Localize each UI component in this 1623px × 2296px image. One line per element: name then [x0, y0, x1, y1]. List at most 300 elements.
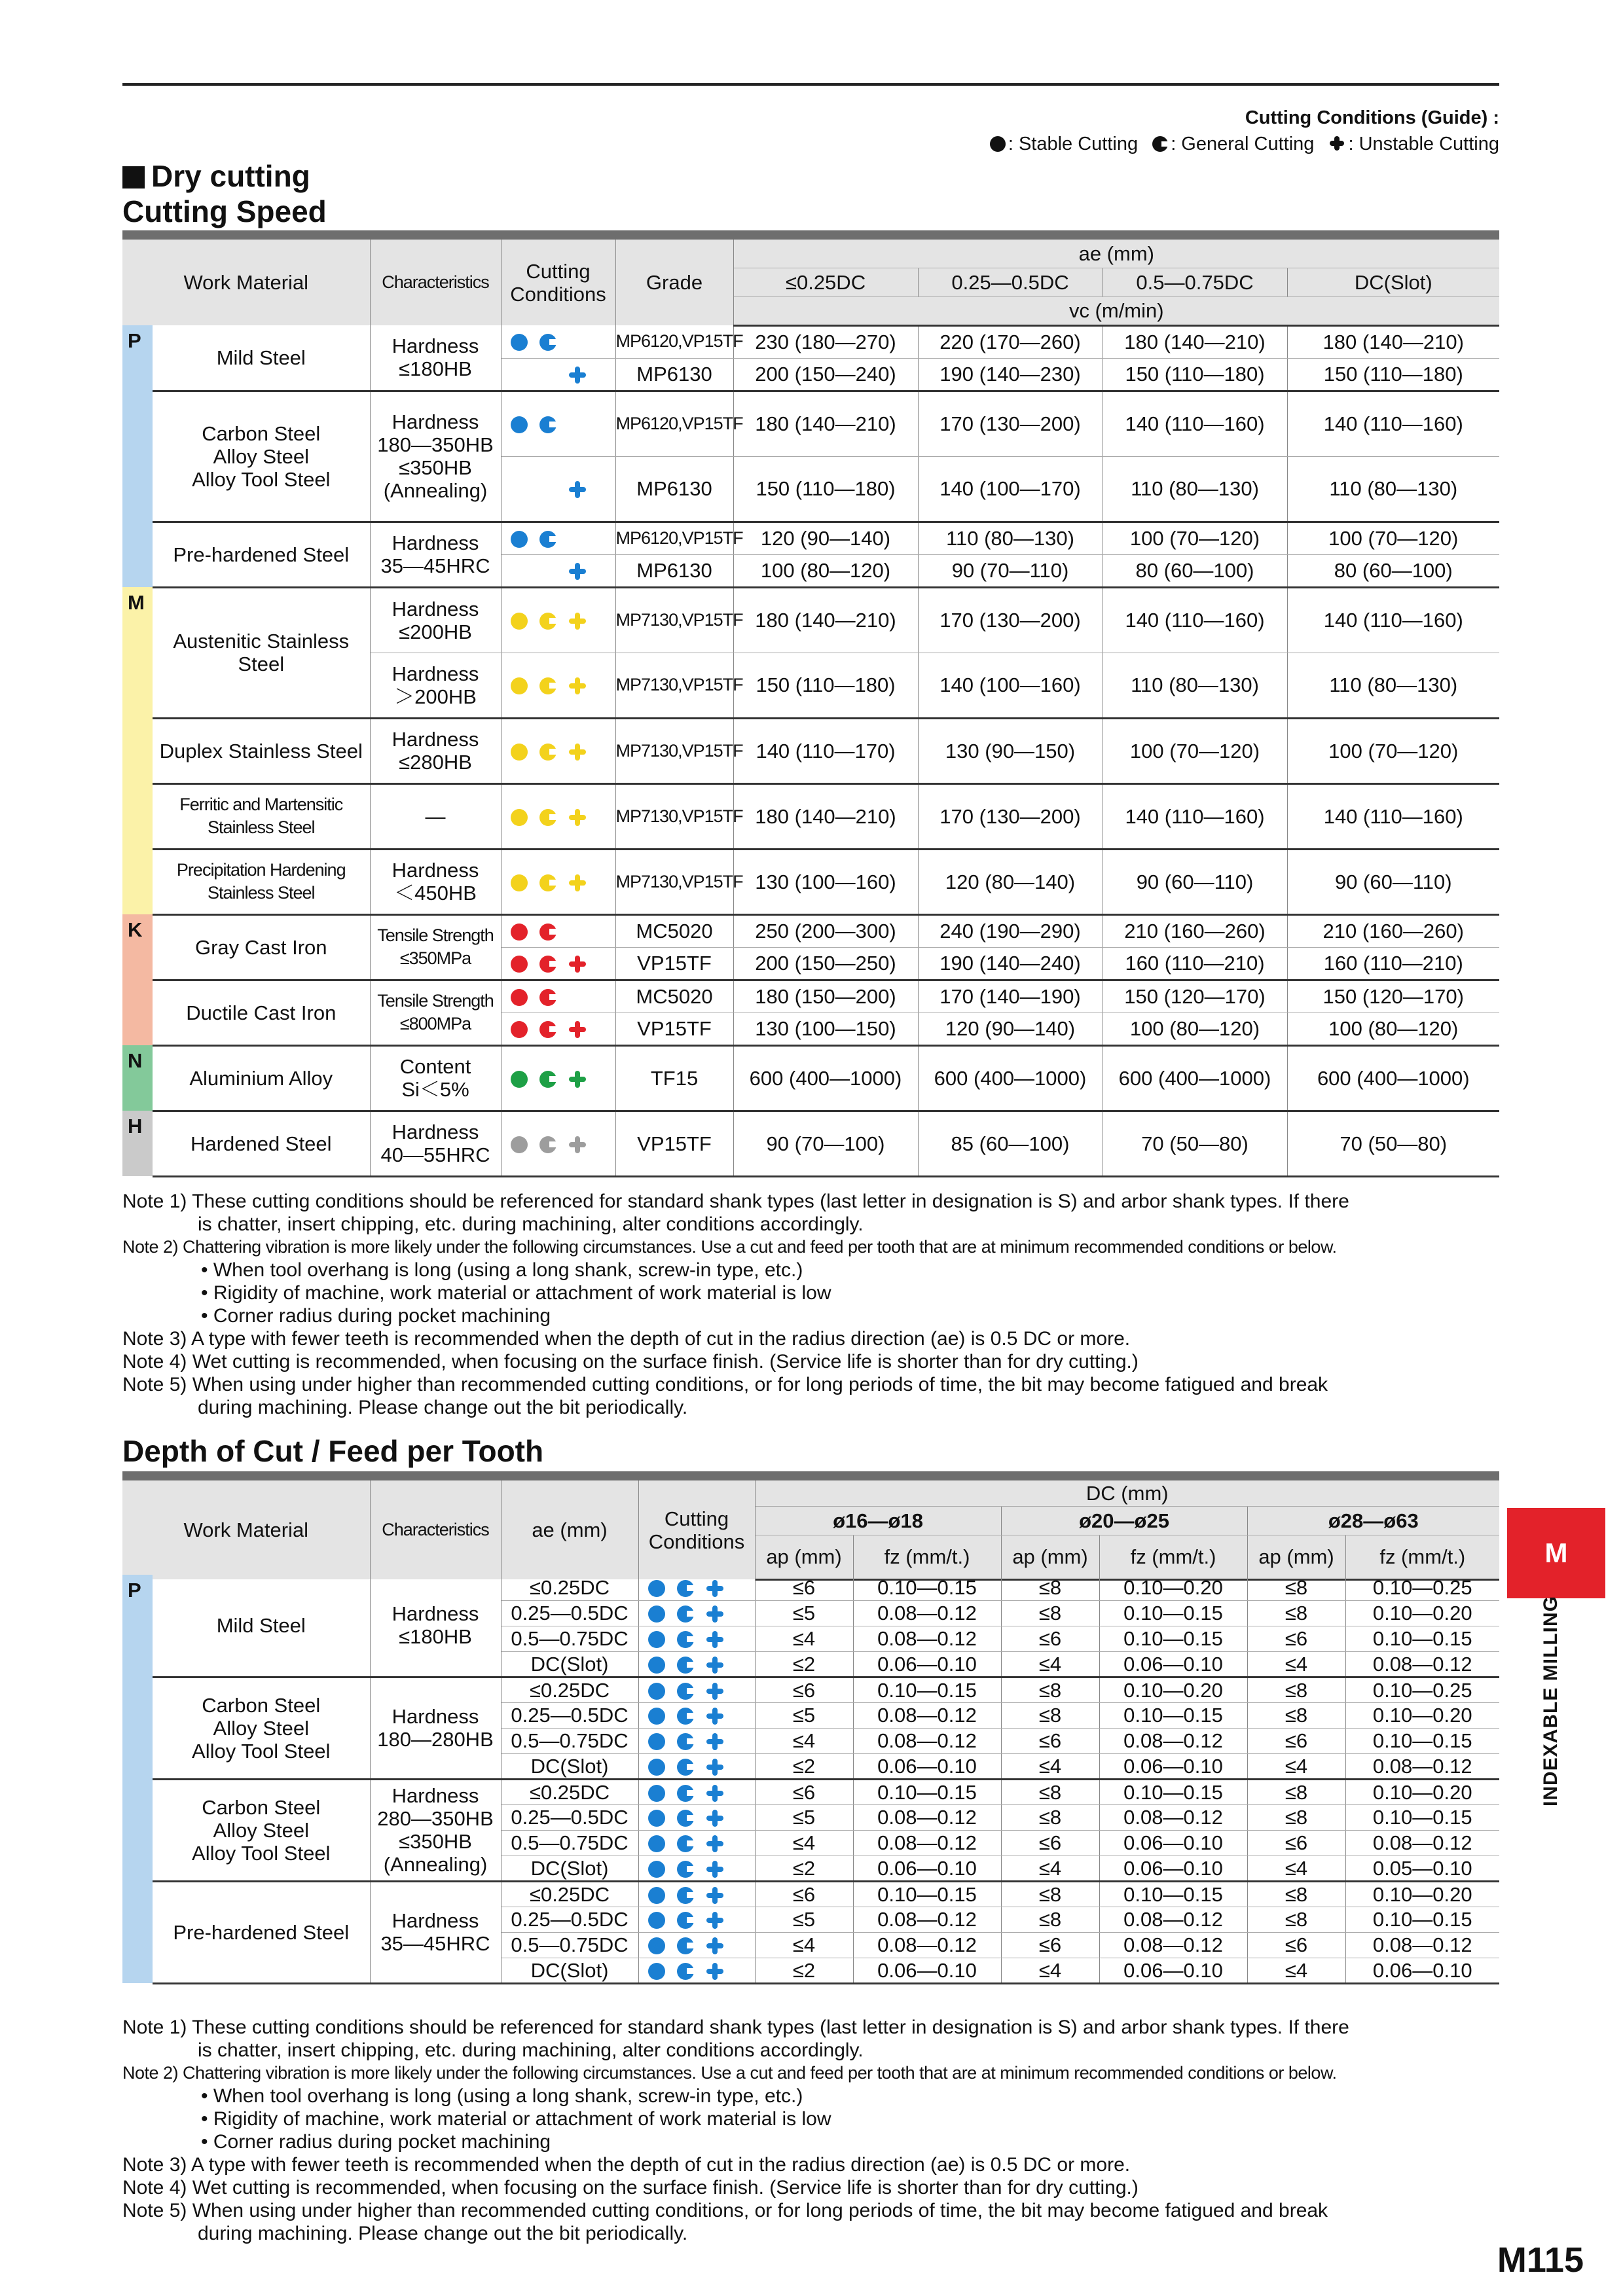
unstable-cutting-icon — [706, 1605, 724, 1623]
value-cell: 140 (110—160) — [1287, 391, 1499, 456]
th-work-material: Work Material — [122, 235, 370, 325]
note: Note 3) A type with fewer teeth is recommended when the depth of cut in the radius direction (ae) is 0.5 DC or more. — [122, 2154, 1131, 2176]
ae-cell: DC(Slot) — [501, 1753, 638, 1779]
ap-cell: ≤8 — [1247, 1804, 1345, 1830]
note: Note 2) Chattering vibration is more likely under the following circumstances. Use a cut and feed per tooth that are at minimum recommended conditions or below. — [122, 1237, 1337, 1257]
unstable-cutting-icon — [568, 808, 587, 827]
unstable-cutting-icon — [568, 1136, 587, 1154]
stable-cutting-icon — [648, 1580, 665, 1597]
th-cutting-conditions: Cutting Conditions — [638, 1476, 755, 1579]
ap-cell: ≤4 — [1001, 1753, 1099, 1779]
fz-cell: 0.08—0.12 — [1099, 1728, 1247, 1753]
value-cell: 100 (80—120) — [1287, 1013, 1499, 1045]
note: is chatter, insert chipping, etc. during machining, alter conditions accordingly. — [198, 1213, 864, 1235]
conditions-cell — [501, 980, 615, 1013]
fz-cell: 0.10—0.15 — [1099, 1702, 1247, 1728]
conditions-cell — [638, 1728, 755, 1753]
fz-cell: 0.10—0.15 — [1345, 1728, 1499, 1753]
fz-cell: 0.08—0.12 — [853, 1830, 1001, 1856]
ap-cell: ≤4 — [755, 1830, 853, 1856]
material-cell: Pre-hardened Steel — [153, 522, 370, 587]
section-tab-m[interactable]: M — [1507, 1508, 1605, 1598]
ap-cell: ≤8 — [1247, 1881, 1345, 1907]
general-cutting-icon — [677, 1861, 694, 1878]
fz-cell: 0.06—0.10 — [1099, 1958, 1247, 1983]
material-cell: Gray Cast Iron — [153, 914, 370, 980]
fz-cell: 0.08—0.12 — [1345, 1651, 1499, 1677]
fz-cell: 0.10—0.15 — [1099, 1626, 1247, 1651]
conditions-cell — [638, 1804, 755, 1830]
ap-cell: ≤4 — [1247, 1651, 1345, 1677]
ae-cell: 0.5—0.75DC — [501, 1626, 638, 1651]
stable-cutting-icon — [648, 1683, 665, 1700]
general-cutting-icon — [539, 809, 556, 826]
guide-general: : General Cutting — [1171, 134, 1315, 154]
grade-cell: MP6120,VP15TF — [615, 522, 733, 554]
stable-cutting-icon — [648, 1887, 665, 1904]
material-cell: Austenitic Stainless Steel — [153, 587, 370, 718]
characteristics-cell: Hardness ≤280HB — [370, 718, 501, 783]
ae-cell: 0.25—0.5DC — [501, 1907, 638, 1932]
conditions-cell — [638, 1651, 755, 1677]
ap-cell: ≤8 — [1001, 1804, 1099, 1830]
stable-cutting-icon — [511, 989, 528, 1006]
ap-cell: ≤6 — [755, 1881, 853, 1907]
material-cell: Ductile Cast Iron — [153, 980, 370, 1045]
grade-cell: MP6130 — [615, 358, 733, 391]
th-characteristics: Characteristics — [370, 235, 501, 325]
value-cell: 200 (150—240) — [733, 358, 918, 391]
characteristics-cell: Hardness 35—45HRC — [370, 1881, 501, 1983]
fz-cell: 0.10—0.20 — [1345, 1600, 1499, 1626]
stable-cutting-icon — [511, 744, 528, 761]
ae-cell: ≤0.25DC — [501, 1677, 638, 1702]
depth-feed-table — [122, 1471, 1499, 1581]
section-heading-depth-of-cut: Depth of Cut / Feed per Tooth — [122, 1434, 544, 1468]
fz-cell: 0.10—0.15 — [853, 1677, 1001, 1702]
conditions-cell — [638, 1830, 755, 1856]
th-ap: ap (mm) — [1247, 1535, 1345, 1579]
value-cell: 600 (400—1000) — [1287, 1045, 1499, 1111]
unstable-cutting-icon — [568, 955, 587, 973]
value-cell: 90 (60—110) — [1103, 849, 1287, 914]
characteristics-cell: Hardness ≤200HB — [370, 587, 501, 653]
stable-cutting-icon — [648, 1733, 665, 1750]
note: • When tool overhang is long (using a long shank, screw-in type, etc.) — [201, 1259, 803, 1281]
ap-cell: ≤8 — [1247, 1677, 1345, 1702]
general-cutting-icon — [677, 1963, 694, 1980]
fz-cell: 0.10—0.15 — [1099, 1600, 1247, 1626]
fz-cell: 0.10—0.15 — [1345, 1907, 1499, 1932]
guide-title: Cutting Conditions (Guide) : — [1245, 107, 1499, 128]
fz-cell: 0.10—0.25 — [1345, 1677, 1499, 1702]
unstable-cutting-icon — [706, 1962, 724, 1981]
conditions-cell — [638, 1932, 755, 1958]
characteristics-cell: Hardness ≤180HB — [370, 1575, 501, 1677]
grade-cell: TF15 — [615, 1045, 733, 1111]
stable-cutting-icon — [648, 1631, 665, 1648]
ae-cell: DC(Slot) — [501, 1651, 638, 1677]
ap-cell: ≤2 — [755, 1651, 853, 1677]
note: Note 2) Chattering vibration is more likely under the following circumstances. Use a cut and feed per tooth that are at minimum recommended conditions or below. — [122, 2063, 1337, 2083]
fz-cell: 0.10—0.20 — [1345, 1779, 1499, 1804]
ae-cell: 0.25—0.5DC — [501, 1702, 638, 1728]
stable-cutting-icon — [648, 1708, 665, 1725]
ap-cell: ≤4 — [755, 1626, 853, 1651]
stable-cutting-icon — [648, 1937, 665, 1954]
conditions-cell — [638, 1702, 755, 1728]
value-cell: 80 (60—100) — [1103, 554, 1287, 587]
value-cell: 140 (100—160) — [918, 653, 1103, 718]
value-cell: 150 (120—170) — [1103, 980, 1287, 1013]
material-cell: Precipitation Hardening Stainless Steel — [153, 849, 370, 914]
grade-cell: MP7130,VP15TF — [615, 783, 733, 849]
ap-cell: ≤8 — [1247, 1575, 1345, 1600]
unstable-cutting-icon — [568, 612, 587, 630]
unstable-cutting-icon — [1328, 135, 1345, 152]
stable-cutting-icon — [648, 1657, 665, 1674]
material-cell: Aluminium Alloy — [153, 1045, 370, 1111]
th-ae: ae (mm) — [501, 1476, 638, 1579]
grade-cell: MP6120,VP15TF — [615, 325, 733, 358]
top-rule — [122, 83, 1499, 86]
th-ae: ae (mm) — [733, 235, 1499, 268]
value-cell: 100 (80—120) — [1103, 1013, 1287, 1045]
conditions-cell — [638, 1779, 755, 1804]
value-cell: 180 (150—200) — [733, 980, 918, 1013]
th-characteristics: Characteristics — [370, 1476, 501, 1579]
value-cell: 100 (70—120) — [1287, 718, 1499, 783]
th-fz: fz (mm/t.) — [853, 1535, 1001, 1579]
grade-cell: VP15TF — [615, 1111, 733, 1176]
general-cutting-icon — [677, 1631, 694, 1648]
fz-cell: 0.08—0.12 — [1345, 1932, 1499, 1958]
fz-cell: 0.08—0.12 — [1099, 1907, 1247, 1932]
depth-feed-table-body — [122, 1575, 1499, 1984]
conditions-cell — [501, 718, 615, 783]
ap-cell: ≤8 — [1001, 1677, 1099, 1702]
value-cell: 150 (110—180) — [1103, 358, 1287, 391]
conditions-cell — [501, 554, 615, 587]
value-cell: 140 (110—160) — [1103, 587, 1287, 653]
value-cell: 180 (140—210) — [1287, 325, 1499, 358]
value-cell: 140 (110—160) — [1287, 783, 1499, 849]
ap-cell: ≤8 — [1001, 1600, 1099, 1626]
note: • When tool overhang is long (using a long shank, screw-in type, etc.) — [201, 2085, 803, 2107]
value-cell: 120 (90—140) — [918, 1013, 1103, 1045]
characteristics-cell: Hardness ＜450HB — [370, 849, 501, 914]
th-ae-col: 0.5—0.75DC — [1103, 268, 1287, 296]
general-cutting-icon — [539, 924, 556, 941]
conditions-cell — [638, 1753, 755, 1779]
general-cutting-icon — [539, 334, 556, 351]
characteristics-cell: Tensile Strength ≤350MPa — [370, 914, 501, 980]
conditions-cell — [501, 947, 615, 980]
material-cell: Mild Steel — [153, 1575, 370, 1677]
value-cell: 140 (110—160) — [1103, 783, 1287, 849]
th-ae-col: ≤0.25DC — [733, 268, 918, 296]
guide-unstable: : Unstable Cutting — [1348, 134, 1499, 154]
general-cutting-icon — [539, 744, 556, 761]
fz-cell: 0.08—0.12 — [853, 1907, 1001, 1932]
conditions-cell — [638, 1600, 755, 1626]
characteristics-cell: Hardness 280—350HB ≤350HB (Annealing) — [370, 1779, 501, 1881]
fz-cell: 0.06—0.10 — [853, 1753, 1001, 1779]
stable-cutting-icon — [511, 334, 528, 351]
unstable-cutting-icon — [568, 1070, 587, 1088]
unstable-cutting-icon — [706, 1784, 724, 1803]
value-cell: 600 (400—1000) — [1103, 1045, 1287, 1111]
conditions-cell — [501, 325, 615, 358]
value-cell: 110 (80—130) — [1287, 456, 1499, 522]
unstable-cutting-icon — [706, 1579, 724, 1598]
general-cutting-icon — [539, 956, 556, 973]
value-cell: 170 (130—200) — [918, 587, 1103, 653]
ae-cell: ≤0.25DC — [501, 1575, 638, 1600]
value-cell: 130 (90—150) — [918, 718, 1103, 783]
th-ap: ap (mm) — [1001, 1535, 1099, 1579]
value-cell: 170 (130—200) — [918, 783, 1103, 849]
notes-block-2 — [122, 2016, 1504, 2245]
conditions-cell — [501, 456, 615, 522]
general-cutting-icon — [539, 1136, 556, 1153]
ap-cell: ≤6 — [1247, 1626, 1345, 1651]
indexable-milling-label: INDEXABLE MILLING — [1540, 1596, 1561, 1806]
value-cell: 600 (400—1000) — [918, 1045, 1103, 1111]
general-cutting-icon — [539, 416, 556, 433]
section-heading-cutting-speed: Cutting Speed — [122, 194, 327, 228]
general-cutting-icon — [539, 613, 556, 630]
value-cell: 190 (140—230) — [918, 358, 1103, 391]
unstable-cutting-icon — [568, 743, 587, 761]
stable-cutting-icon — [648, 1759, 665, 1776]
grade-cell: MP6130 — [615, 554, 733, 587]
unstable-cutting-icon — [568, 480, 587, 499]
value-cell: 230 (180—270) — [733, 325, 918, 358]
stable-cutting-icon — [511, 809, 528, 826]
fz-cell: 0.05—0.10 — [1345, 1856, 1499, 1881]
fz-cell: 0.08—0.12 — [853, 1600, 1001, 1626]
value-cell: 100 (70—120) — [1103, 522, 1287, 554]
stable-cutting-icon — [511, 1136, 528, 1153]
conditions-cell — [638, 1677, 755, 1702]
unstable-cutting-icon — [706, 1937, 724, 1955]
ae-cell: 0.25—0.5DC — [501, 1804, 638, 1830]
conditions-cell — [638, 1856, 755, 1881]
material-cell: Hardened Steel — [153, 1111, 370, 1176]
value-cell: 110 (80—130) — [1287, 653, 1499, 718]
general-cutting-icon — [1152, 136, 1168, 152]
value-cell: 600 (400—1000) — [733, 1045, 918, 1111]
fz-cell: 0.10—0.15 — [853, 1779, 1001, 1804]
material-cell: Ferritic and Martensitic Stainless Steel — [153, 783, 370, 849]
general-cutting-icon — [539, 989, 556, 1006]
value-cell: 160 (110—210) — [1103, 947, 1287, 980]
value-cell: 180 (140—210) — [1103, 325, 1287, 358]
characteristics-cell: — — [370, 783, 501, 849]
th-cutting-conditions: Cutting Conditions — [501, 235, 615, 325]
characteristics-cell: Hardness ≤180HB — [370, 325, 501, 391]
stable-cutting-icon — [511, 924, 528, 941]
conditions-cell — [501, 1013, 615, 1045]
stable-cutting-icon — [648, 1861, 665, 1878]
general-cutting-icon — [677, 1759, 694, 1776]
material-cell: Carbon Steel Alloy Steel Alloy Tool Steel — [153, 1677, 370, 1779]
fz-cell: 0.10—0.25 — [1345, 1575, 1499, 1600]
ap-cell: ≤6 — [755, 1575, 853, 1600]
th-fz: fz (mm/t.) — [1099, 1535, 1247, 1579]
fz-cell: 0.10—0.15 — [853, 1881, 1001, 1907]
square-bullet-icon — [122, 166, 145, 188]
fz-cell: 0.10—0.15 — [1099, 1779, 1247, 1804]
fz-cell: 0.08—0.12 — [853, 1932, 1001, 1958]
section-heading-dry-cutting: Dry cutting Cutting Speed — [122, 159, 327, 228]
value-cell: 150 (120—170) — [1287, 980, 1499, 1013]
th-fz: fz (mm/t.) — [1345, 1535, 1499, 1579]
th-dc-group: ø20—ø25 — [1001, 1506, 1247, 1535]
note: Note 1) These cutting conditions should be referenced for standard shank types (last letter in designation is S) and arbor shank types. If there — [122, 1191, 1349, 1212]
fz-cell: 0.10—0.20 — [1099, 1575, 1247, 1600]
fz-cell: 0.08—0.12 — [853, 1702, 1001, 1728]
fz-cell: 0.08—0.12 — [1345, 1830, 1499, 1856]
fz-cell: 0.08—0.12 — [853, 1626, 1001, 1651]
ap-cell: ≤8 — [1001, 1702, 1099, 1728]
general-cutting-icon — [539, 677, 556, 694]
stable-cutting-icon — [511, 1021, 528, 1038]
ap-cell: ≤4 — [1001, 1958, 1099, 1983]
fz-cell: 0.06—0.10 — [1099, 1753, 1247, 1779]
fz-cell: 0.08—0.12 — [1099, 1932, 1247, 1958]
fz-cell: 0.10—0.20 — [1345, 1881, 1499, 1907]
value-cell: 180 (140—210) — [733, 587, 918, 653]
conditions-cell — [501, 391, 615, 456]
ap-cell: ≤5 — [755, 1804, 853, 1830]
value-cell: 90 (70—110) — [918, 554, 1103, 587]
stable-cutting-icon — [511, 1071, 528, 1088]
stable-cutting-icon — [511, 416, 528, 433]
fz-cell: 0.08—0.12 — [853, 1728, 1001, 1753]
grade-cell: MP7130,VP15TF — [615, 718, 733, 783]
value-cell: 150 (110—180) — [733, 456, 918, 522]
general-cutting-icon — [677, 1733, 694, 1750]
unstable-cutting-icon — [706, 1835, 724, 1853]
general-cutting-icon — [677, 1887, 694, 1904]
stable-cutting-icon — [648, 1912, 665, 1929]
conditions-cell — [501, 849, 615, 914]
unstable-cutting-icon — [706, 1809, 724, 1827]
conditions-cell — [638, 1626, 755, 1651]
th-dc-group: ø16—ø18 — [755, 1506, 1001, 1535]
unstable-cutting-icon — [706, 1758, 724, 1776]
conditions-cell — [501, 1045, 615, 1111]
value-cell: 85 (60—100) — [918, 1111, 1103, 1176]
general-cutting-icon — [539, 874, 556, 891]
material-cell: Mild Steel — [153, 325, 370, 391]
value-cell: 80 (60—100) — [1287, 554, 1499, 587]
ap-cell: ≤8 — [1001, 1575, 1099, 1600]
general-cutting-icon — [677, 1835, 694, 1852]
th-ae-col: 0.25—0.5DC — [918, 268, 1103, 296]
general-cutting-icon — [677, 1657, 694, 1674]
th-ae-col: DC(Slot) — [1287, 268, 1499, 296]
value-cell: 180 (140—210) — [733, 783, 918, 849]
stable-cutting-icon — [648, 1785, 665, 1802]
unstable-cutting-icon — [706, 1682, 724, 1700]
value-cell: 150 (110—180) — [1287, 358, 1499, 391]
note: during machining. Please change out the bit periodically. — [198, 2223, 688, 2244]
value-cell: 250 (200—300) — [733, 914, 918, 947]
grade-cell: VP15TF — [615, 1013, 733, 1045]
ap-cell: ≤5 — [755, 1702, 853, 1728]
ap-cell: ≤6 — [755, 1677, 853, 1702]
ap-cell: ≤6 — [1247, 1728, 1345, 1753]
value-cell: 120 (80—140) — [918, 849, 1103, 914]
unstable-cutting-icon — [568, 562, 587, 581]
value-cell: 190 (140—240) — [918, 947, 1103, 980]
fz-cell: 0.10—0.15 — [1345, 1804, 1499, 1830]
unstable-cutting-icon — [568, 874, 587, 892]
ap-cell: ≤6 — [755, 1779, 853, 1804]
grade-cell: MC5020 — [615, 914, 733, 947]
fz-cell: 0.10—0.15 — [1099, 1881, 1247, 1907]
ap-cell: ≤6 — [1001, 1932, 1099, 1958]
unstable-cutting-icon — [706, 1656, 724, 1674]
ap-cell: ≤4 — [1001, 1651, 1099, 1677]
value-cell: 100 (70—120) — [1287, 522, 1499, 554]
value-cell: 110 (80—130) — [1103, 653, 1287, 718]
ap-cell: ≤6 — [1001, 1728, 1099, 1753]
value-cell: 160 (110—210) — [1287, 947, 1499, 980]
ap-cell: ≤6 — [1001, 1626, 1099, 1651]
ap-cell: ≤2 — [755, 1958, 853, 1983]
unstable-cutting-icon — [706, 1886, 724, 1905]
cutting-speed-table — [122, 230, 1499, 1177]
unstable-cutting-icon — [706, 1707, 724, 1725]
ap-cell: ≤6 — [1247, 1932, 1345, 1958]
value-cell: 100 (80—120) — [733, 554, 918, 587]
grade-cell: MP7130,VP15TF — [615, 653, 733, 718]
value-cell: 90 (60—110) — [1287, 849, 1499, 914]
note: Note 1) These cutting conditions should be referenced for standard shank types (last letter in designation is S) and arbor shank types. If there — [122, 2017, 1349, 2038]
ap-cell: ≤4 — [755, 1932, 853, 1958]
grade-cell: MP6130 — [615, 456, 733, 522]
material-cell: Carbon Steel Alloy Steel Alloy Tool Steel — [153, 391, 370, 522]
general-cutting-icon — [539, 1021, 556, 1038]
unstable-cutting-icon — [706, 1911, 724, 1929]
note: • Rigidity of machine, work material or attachment of work material is low — [201, 2108, 831, 2130]
note: Note 4) Wet cutting is recommended, when focusing on the surface finish. (Service life is shorter than for dry cutting.) — [122, 2177, 1139, 2198]
material-cell: Carbon Steel Alloy Steel Alloy Tool Steel — [153, 1779, 370, 1881]
general-cutting-icon — [677, 1605, 694, 1623]
category-m: M — [122, 587, 153, 914]
conditions-cell — [501, 587, 615, 653]
characteristics-cell: Hardness ＞200HB — [370, 653, 501, 718]
grade-cell: VP15TF — [615, 947, 733, 980]
category-h: H — [122, 1111, 153, 1176]
category-p: P — [122, 1575, 153, 1983]
material-cell: Duplex Stainless Steel — [153, 718, 370, 783]
value-cell: 90 (70—100) — [733, 1111, 918, 1176]
stable-cutting-icon — [511, 613, 528, 630]
value-cell: 140 (100—170) — [918, 456, 1103, 522]
ae-cell: 0.5—0.75DC — [501, 1728, 638, 1753]
value-cell: 170 (130—200) — [918, 391, 1103, 456]
grade-cell: MP6120,VP15TF — [615, 391, 733, 456]
ap-cell: ≤5 — [755, 1907, 853, 1932]
fz-cell: 0.10—0.20 — [1099, 1677, 1247, 1702]
value-cell: 100 (70—120) — [1103, 718, 1287, 783]
fz-cell: 0.06—0.10 — [1099, 1830, 1247, 1856]
